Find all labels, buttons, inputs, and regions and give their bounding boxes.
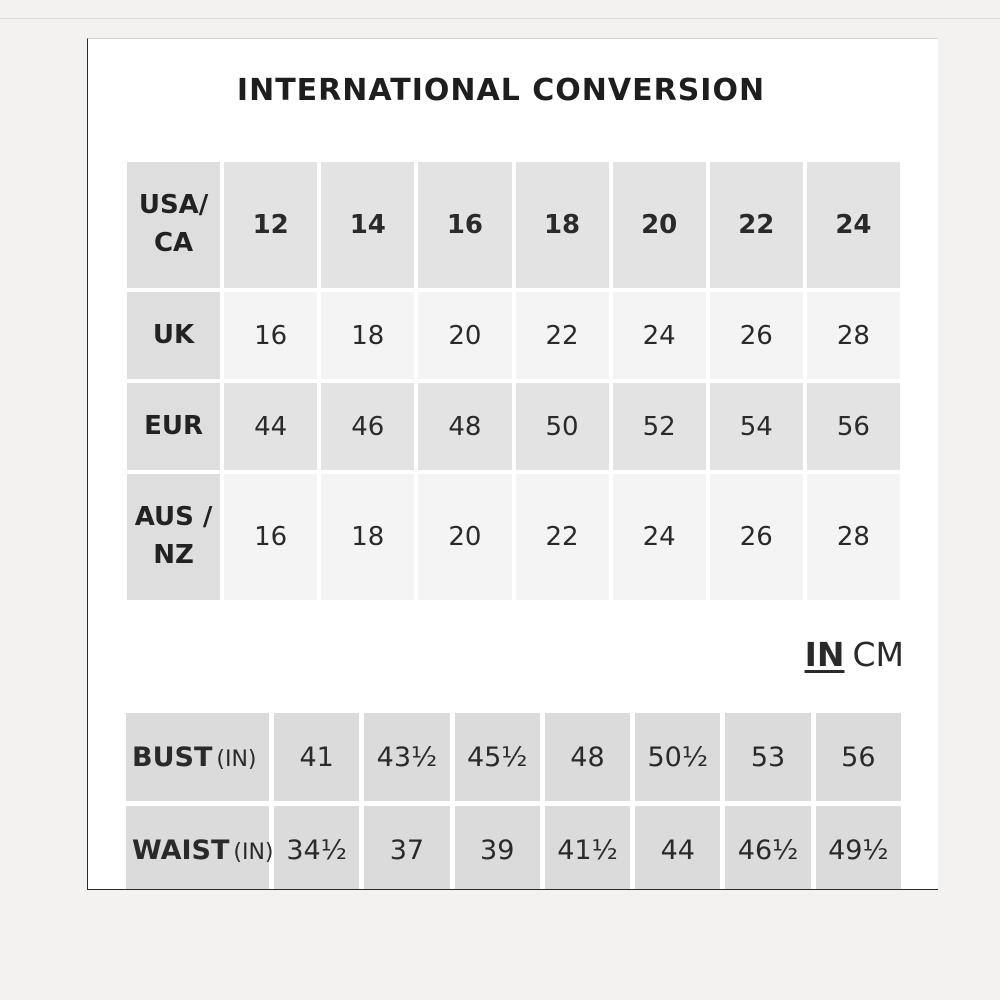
measurement-table [121, 708, 906, 890]
table-cell: 24 [613, 292, 706, 379]
table-cell: 20 [418, 474, 511, 600]
table-row-uk [127, 292, 900, 379]
table-cell: 28 [807, 474, 900, 600]
table-cell: 41 [274, 713, 359, 801]
unit-toggle [805, 635, 904, 674]
table-cell: 16 [418, 162, 511, 288]
table-cell: 34½ [274, 806, 359, 890]
row-header-waist: WAIST (IN) [126, 806, 269, 890]
table-cell: 54 [710, 383, 803, 470]
table-cell: 56 [807, 383, 900, 470]
table-cell: 26 [710, 474, 803, 600]
table-cell: 46 [321, 383, 414, 470]
row-header-bust: BUST (IN) [126, 713, 269, 801]
size-chart-panel [87, 38, 938, 890]
row-header-uk: UK [127, 292, 220, 379]
table-cell: 39 [455, 806, 540, 890]
row-header-aus-nz: AUS / NZ [127, 474, 220, 600]
table-cell: 53 [725, 713, 810, 801]
table-cell: 22 [516, 474, 609, 600]
table-cell: 20 [613, 162, 706, 288]
table-row-bust [126, 713, 901, 801]
table-cell: 22 [516, 292, 609, 379]
table-cell: 44 [635, 806, 720, 890]
table-cell: 48 [545, 713, 630, 801]
table-cell: 26 [710, 292, 803, 379]
table-cell: 37 [364, 806, 449, 890]
top-divider [0, 18, 1000, 19]
unit-in-option[interactable]: IN [804, 635, 845, 674]
table-row-aus-nz [127, 474, 900, 600]
table-row-usa-ca [127, 162, 900, 288]
table-cell: 16 [224, 474, 317, 600]
table-cell: 18 [516, 162, 609, 288]
table-cell: 44 [224, 383, 317, 470]
unit-cm-option[interactable]: CM [852, 635, 904, 674]
table-row-waist [126, 806, 901, 890]
table-cell: 16 [224, 292, 317, 379]
table-cell: 28 [807, 292, 900, 379]
table-cell: 18 [321, 474, 414, 600]
table-cell: 50½ [635, 713, 720, 801]
row-header-eur: EUR [127, 383, 220, 470]
table-cell: 43½ [364, 713, 449, 801]
conversion-table [123, 158, 904, 604]
table-cell: 41½ [545, 806, 630, 890]
table-cell: 45½ [455, 713, 540, 801]
table-cell: 56 [816, 713, 901, 801]
table-cell: 49½ [816, 806, 901, 890]
table-cell: 22 [710, 162, 803, 288]
table-cell: 48 [418, 383, 511, 470]
table-cell: 20 [418, 292, 511, 379]
table-cell: 14 [321, 162, 414, 288]
table-cell: 24 [613, 474, 706, 600]
row-header-usa-ca: USA/ CA [127, 162, 220, 288]
table-row-eur [127, 383, 900, 470]
table-cell: 52 [613, 383, 706, 470]
table-cell: 12 [224, 162, 317, 288]
table-cell: 50 [516, 383, 609, 470]
table-cell: 18 [321, 292, 414, 379]
table-cell: 46½ [725, 806, 810, 890]
table-cell: 24 [807, 162, 900, 288]
page-title: INTERNATIONAL CONVERSION [236, 73, 766, 108]
